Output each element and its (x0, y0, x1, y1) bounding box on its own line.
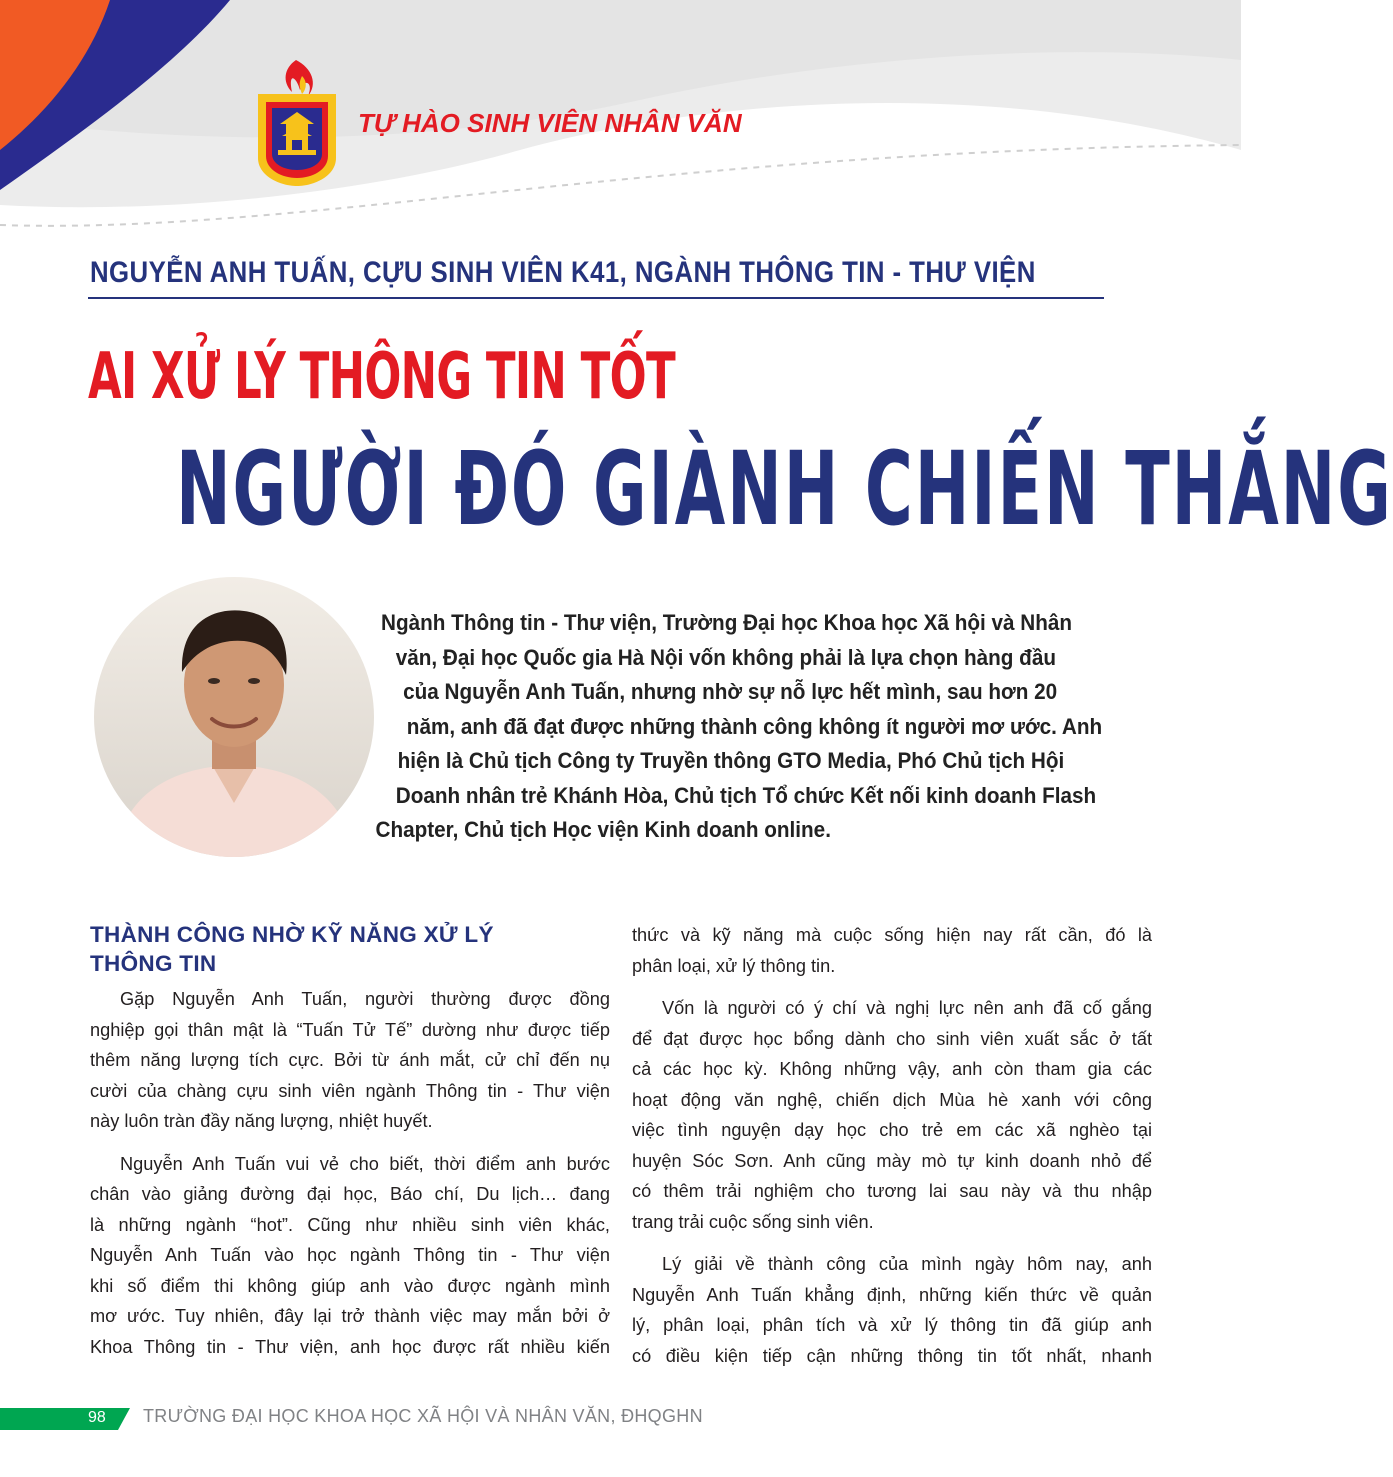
footer-publication: TRƯỜNG ĐẠI HỌC KHOA HỌC XÃ HỘI VÀ NHÂN VĂN, ĐHQGHN (143, 1406, 703, 1426)
body-line: nghiệp gọi thân mật là “Tuấn Tử Tế” dường như được tiếp (90, 1019, 610, 1040)
intro-line: Chapter, Chủ tịch Học viện Kinh doanh online. (375, 817, 831, 842)
body-line: thức và kỹ năng mà cuộc sống hiện nay rất cần, đó là (632, 925, 1152, 945)
article-subtitle: NGUYỄN ANH TUẤN, CỰU SINH VIÊN K41, NGÀNH THÔNG TIN - THƯ VIỆN (90, 256, 1036, 289)
intro-paragraph (370, 606, 1160, 848)
body-line: cả các học kỳ. Không những vậy, anh còn tham gia các (632, 1059, 1152, 1079)
body-line: này luôn tràn đầy năng lượng, nhiệt huyết. (90, 1111, 433, 1131)
body-line: cười của chàng cựu sinh viên ngành Thông tin - Thư viện (90, 1080, 610, 1101)
body-line: chân vào giảng đường đại học, Báo chí, Du lịch… đang (90, 1184, 610, 1204)
body-line: Nguyễn Anh Tuấn khẳng định, những kiến thức về quản (632, 1284, 1152, 1305)
page-number: 98 (88, 1409, 106, 1426)
body-paragraph (90, 1149, 610, 1363)
body-line: để đạt được học bổng dành cho sinh viên xuất sắc ở tất (632, 1028, 1152, 1049)
body-line: thêm năng lượng tích cực. Bởi từ ánh mắt, cử chỉ đến nụ (90, 1050, 610, 1070)
body-line: lý, phân loại, phân tích và xử lý thông tin đã giúp anh (632, 1315, 1152, 1335)
section-heading-line: THÀNH CÔNG NHỜ KỸ NĂNG XỬ LÝ (90, 922, 494, 947)
body-paragraph (632, 993, 1152, 1237)
body-line: Gặp Nguyễn Anh Tuấn, người thường được đồng (120, 989, 610, 1009)
body-line: Nguyễn Anh Tuấn vào học ngành Thông tin - Thư viện (90, 1245, 610, 1265)
section-tag: TỰ HÀO SINH VIÊN NHÂN VĂN (358, 108, 742, 138)
body-line: phân loại, xử lý thông tin. (632, 955, 836, 976)
body-line: huyện Sóc Sơn. Anh cũng mày mò tự kinh doanh nhỏ để (632, 1150, 1152, 1171)
body-line: Lý giải về thành công của mình ngày hôm nay, anh (662, 1254, 1152, 1274)
body-paragraph (632, 1249, 1152, 1371)
body-line: Nguyễn Anh Tuấn vui vẻ cho biết, thời điểm anh bước (120, 1153, 610, 1174)
right-column (632, 920, 1152, 1383)
body-line: có điều kiện tiếp cận những thông tin tốt nhất, nhanh (632, 1345, 1152, 1366)
body-line: hoạt động văn nghệ, chiến dịch Mùa hè xanh với công (632, 1089, 1152, 1110)
body-line: Vốn là người có ý chí và nghị lực nên anh đã cố gắng (662, 998, 1152, 1018)
footer-page-tab (0, 1408, 130, 1430)
intro-line: hiện là Chủ tịch Công ty Truyền thông GTO Media, Phó Chủ tịch Hội (397, 748, 1065, 773)
headline-line-1: AI XỬ LÝ THÔNG TIN TỐT (88, 340, 675, 414)
intro-line: của Nguyễn Anh Tuấn, nhưng nhờ sự nỗ lực hết mình, sau hơn 20 (403, 679, 1058, 704)
body-line: trang trải cuộc sống sinh viên. (632, 1211, 874, 1232)
body-line: là những ngành “hot”. Cũng như nhiều sinh viên khác, (90, 1214, 610, 1235)
body-line: có thêm trải nghiệm cho tương lai sau này và thu nhập (632, 1181, 1152, 1201)
university-emblem-icon (252, 58, 342, 188)
headline-line-2: NGƯỜI ĐÓ GIÀNH CHIẾN THẮNG (176, 430, 1393, 549)
body-line: việc tình nguyện dạy học cho trẻ em các xã nghèo tại (632, 1120, 1152, 1140)
body-line: Khoa Thông tin - Thư viện, anh học được rất nhiều kiến (90, 1336, 610, 1357)
intro-line: Ngành Thông tin - Thư viện, Trường Đại học Khoa học Xã hội và Nhân (381, 610, 1073, 635)
subtitle-divider (88, 297, 1104, 299)
intro-line: năm, anh đã đạt được những thành công không ít người mơ ước. Anh (406, 713, 1103, 739)
body-paragraph (90, 984, 610, 1137)
body-line: mơ ước. Tuy nhiên, đây lại trở thành việc may mắn bởi ở (90, 1306, 610, 1326)
section-heading-line: THÔNG TIN (90, 951, 217, 976)
portrait-photo (94, 577, 374, 857)
intro-line: Doanh nhân trẻ Khánh Hòa, Chủ tịch Tổ chức Kết nối kinh doanh Flash (395, 782, 1097, 808)
body-line: khi số điểm thi không giúp anh vào được ngành mình (90, 1275, 610, 1296)
intro-line: văn, Đại học Quốc gia Hà Nội vốn không phải là lựa chọn hàng đầu (395, 644, 1056, 670)
left-column (90, 920, 610, 1374)
section-heading (90, 920, 610, 978)
body-paragraph (632, 920, 1152, 981)
